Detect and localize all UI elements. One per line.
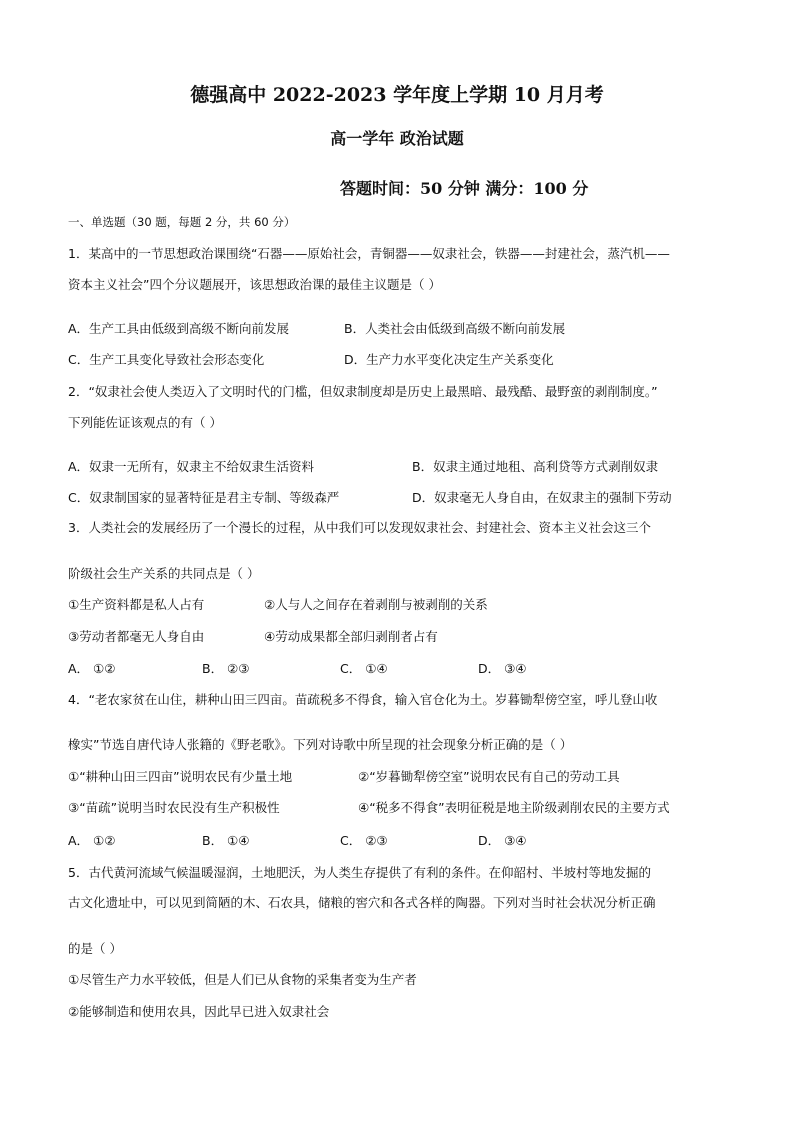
option-a: A． ①② [68, 661, 116, 676]
question-text: 的是（ ） [68, 941, 122, 956]
question-text: 3．人类社会的发展经历了一个漫长的过程，从中我们可以发现奴隶社会、封建社会、资本主义社会这三个 [68, 520, 651, 535]
option-a: A．奴隶一无所有，奴隶主不给奴隶生活资料 [68, 459, 315, 474]
option-c: C． ①④ [340, 661, 388, 676]
option-a: A．生产工具由低级到高级不断向前发展 [68, 321, 290, 336]
question-text: 下列能佐证该观点的有（ ） [68, 415, 222, 430]
statement-1: ①生产资料都是私人占有 [68, 597, 205, 612]
question-text: 5．古代黄河流域气候温暖湿润，土地肥沃，为人类生存提供了有利的条件。在仰韶村、半坡村等地发掘的 [68, 865, 651, 880]
question-text: 资本主义社会”四个分议题展开，该思想政治课的最佳主议题是（ ） [68, 277, 441, 292]
statement-4: ④劳动成果都全部归剥削者占有 [264, 629, 438, 644]
option-d: D．奴隶毫无人身自由，在奴隶主的强制下劳动 [412, 490, 672, 505]
option-a: A． ①② [68, 833, 116, 848]
statement-3: ③“苗疏”说明当时农民没有生产积极性 [68, 800, 280, 815]
exam-subtitle: 高一学年 政治试题 [330, 129, 464, 148]
statement-1: ①尽管生产力水平较低，但是人们已从食物的采集者变为生产者 [68, 972, 417, 987]
option-d: D．生产力水平变化决定生产关系变化 [344, 352, 554, 367]
exam-time-info: 答题时间：50 分钟 满分：100 分 [340, 179, 589, 198]
statement-2: ②人与人之间存在着剥削与被剥削的关系 [264, 597, 488, 612]
question-text: 古文化遗址中，可以见到简陋的木、石农具，储粮的窖穴和各式各样的陶器。下列对当时社会状况分析正确 [68, 895, 656, 910]
statement-4: ④“税多不得食”表明征税是地主阶级剥削农民的主要方式 [358, 800, 670, 815]
option-c: C．奴隶制国家的显著特征是君主专制、等级森严 [68, 490, 340, 505]
question-text: 2．“奴隶社会使人类迈入了文明时代的门槛，但奴隶制度却是历史上最黑暗、最残酷、最野蛮的剥削制度。” [68, 384, 658, 399]
option-b: B． ②③ [202, 661, 250, 676]
option-c: C． ②③ [340, 833, 388, 848]
question-text: 1．某高中的一节思想政治课围绕“石器——原始社会，青铜器——奴隶社会，铁器——封建社会，蒸汽机—— [68, 246, 670, 261]
exam-title: 德强高中 2022-2023 学年度上学期 10 月月考 [190, 84, 604, 106]
option-d: D． ③④ [478, 661, 527, 676]
option-b: B． ①④ [202, 833, 250, 848]
option-c: C．生产工具变化导致社会形态变化 [68, 352, 265, 367]
question-text: 阶级社会生产关系的共同点是（ ） [68, 566, 260, 581]
statement-2: ②能够制造和使用农具，因此早已进入奴隶社会 [68, 1004, 330, 1019]
section-heading: 一、单选题（30 题，每题 2 分，共 60 分） [68, 215, 296, 229]
option-b: B．奴隶主通过地租、高利贷等方式剥削奴隶 [412, 459, 659, 474]
statement-3: ③劳动者都毫无人身自由 [68, 629, 205, 644]
question-text: 4．“老农家贫在山住，耕种山田三四亩。苗疏税多不得食，输入官仓化为土。岁暮锄犁傍空室，呼儿登山收 [68, 692, 658, 707]
statement-1: ①“耕种山田三四亩”说明农民有少量土地 [68, 769, 293, 784]
option-d: D． ③④ [478, 833, 527, 848]
option-b: B．人类社会由低级到高级不断向前发展 [344, 321, 566, 336]
statement-2: ②“岁暮锄犁傍空室”说明农民有自己的劳动工具 [358, 769, 620, 784]
question-text: 橡实”节选自唐代诗人张籍的《野老歌》。下列对诗歌中所呈现的社会现象分析正确的是（ ） [68, 737, 573, 752]
